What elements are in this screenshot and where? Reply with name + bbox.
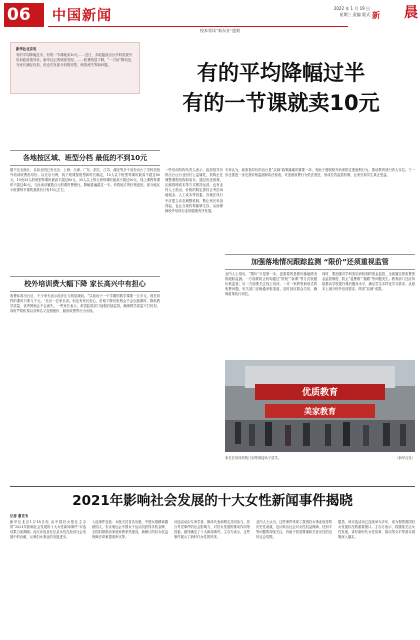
- bottom-column-4: 业内人士认为，这些事件体现了我国妇女事业取得的历史性成就，也反映出社会对女性权益保障、性别平等问题的持续关注，有助于营造尊重和关爱女性的良好社会氛围。: [256, 520, 332, 540]
- caption-text: 家长在培训机构门前等候接孩子放学。: [225, 456, 282, 460]
- header-divider: [48, 26, 348, 27]
- bottom-column-1: 新华社北京1月18日电 由中国妇女报社主办的“2021年影响社会发展的十大女性新闻事件”评选结果日前揭晓。此次评选旨在记录女性在经济社会发展中的贡献，反映妇女事业的发展进步。: [10, 520, 86, 540]
- editor-line: 校本领读“新东亚”盛刻: [199, 28, 241, 33]
- article-column-2: 收费标准出台后，不少家长表示经济压力明显减轻。“以前孩子一个学期的数学课要一万多元，现在同样的课时只要几千元。”北京一位家长说。但也有家长担心，价格下降后机构会不会压缩课时、降低教学质量，优秀教师会不会流失。一些家长表示，希望监管部门加强后续监管，确保教学质量不打折扣，同时严防机构以各种名义变相涨价、隐形收费等行为出现。: [10, 294, 160, 314]
- sign-text-2: 优质教育: [301, 388, 339, 398]
- bottom-headline: 2021年影响社会发展的十大女性新闻事件揭晓: [72, 493, 353, 509]
- intro-text: 有的平均降幅过半，有的一节课就卖10元……近日，多地陆续出台学科类校外培训政府指导价。新华社记者调查发现，……收费明显下降，“一刀切”降价也为家长减轻负担，但也引发部分机构转型、师资流失等新问题。: [16, 52, 133, 67]
- newspaper-logo: [372, 3, 418, 25]
- header-date: [330, 6, 370, 18]
- bottom-column-3: 评选活动由专家学者、媒体代表和网友共同参与，综合考虑事件的社会影响力、对妇女发展的推动作用等因素，最终确定了十大新闻事件。主办方表示，这些事件展示了新时代女性的风采。: [174, 520, 250, 540]
- date-line-1: 2022 年 1 月 19 日: [333, 6, 370, 11]
- storefront-photo: [225, 360, 415, 452]
- article-column-1: 据不完全统计，目前全国已有北京、上海、天津、广东、浙江、江苏、湖北等多个省份出台了学科类校外培训收费指导价。以北京为例，线下班课按班型和时长确定，10人以下班型每课时最高不超过80元，10至35人的班型每课时最高不超过60元，35人以上的大班每课时最高不超过50元，线上课程每课时不超过40元。与此前动辄数百元的课时费相比，降幅普遍超过一半。有的地方的价格更低，部分地区小班课每节课的基准价只有10元左右。: [10, 168, 160, 193]
- article-column-5: 业内人士指出，“限价”只是第一步，更重要的是做好落地情况的跟踪监测。一方面要防止机构通过“拼班”“拆课”等方式规避价格监管；另一方面要关注线上培训、一对一家教等新形式的收费问题。有关部门应畅通举报渠道，及时回应群众关切，确保政策执行到位。: [225, 272, 317, 297]
- intro-tag: 新华社北京电: [16, 47, 37, 51]
- article-column-3: 一些培训机构负责人表示，政府指导价的出台让行业回归公益属性，机构正在调整课程结构和成本，通过优化排课、压缩管理成本等方式维持运营。也有业内人士指出，价格的制定需综合考虑场地租金、人工成本等因素，各地在执行中应建立动态调整机制，既让家长负担得起，也让合规机构能够生存，从而保障校外培训行业的健康有序发展。: [165, 168, 223, 213]
- article-column-6: 同时，要加强对学科类培训机构的资金监管，全面落实预收费资金监管制度，防止“退费难”“跑路”等问题发生。教育部门还应持续推动学校提升课后服务水平，满足学生多样化学习需求，从根本上减少校外培训需求，巩固“双减”成果。: [322, 272, 415, 292]
- caption-credit: （新华社发）: [395, 456, 415, 460]
- subhead-1: 各地按区域、班型分档 最低的不到10元: [10, 150, 160, 166]
- section-title: 中国新闻: [52, 8, 112, 24]
- headline-line-1: 有的平均降幅过半: [197, 61, 365, 85]
- bottom-author: 记者 谢克韦: [10, 514, 29, 518]
- sign-text: 美家教育: [304, 407, 336, 416]
- page-number: 06: [4, 3, 44, 27]
- section-divider: [10, 486, 415, 487]
- main-headline: [150, 58, 412, 118]
- bottom-column-2: 入选事件包括：女航天员首次出舱，中国女排精神激励国人，东京奥运会中国女子运动员获得多枚金牌，全国妇联推动家庭家教家风建设，新修订的妇女权益保障法草案提请审议等。: [92, 520, 168, 540]
- intro-box: [10, 42, 140, 94]
- logo-side: 新: [372, 11, 380, 20]
- date-line-2: 星期三 责编 版式: [339, 12, 370, 17]
- headline-line-2: 有的一节课就卖10元: [182, 91, 380, 115]
- logo-main: 晨: [404, 5, 418, 21]
- subhead-3: 加强落地情况跟踪监测 “限价”还须重视监管: [225, 254, 415, 270]
- news-photo: [225, 360, 415, 452]
- bottom-column-5: 据悉，该评选活动已连续举办多年，成为观察我国妇女发展状况的重要窗口。主办方表示，将继续关注女性发展，讲好新时代女性故事，推动男女平等基本国策深入落实。: [338, 520, 415, 540]
- subhead-2: 校外培训费大幅下降 家长高兴中有担心: [10, 276, 160, 292]
- photo-caption: [225, 456, 415, 461]
- article-column-4: 专家认为，政府指导价的出台是“双减”政策落地的重要一环，有助于遏制校外培训的过度逐利行为，推动教育回归育人本位。下一步还需进一步完善价格监测和执法检查，对违规收费行为依法查处，形成长效监管机制，让家长和学生真正受益。: [225, 168, 415, 178]
